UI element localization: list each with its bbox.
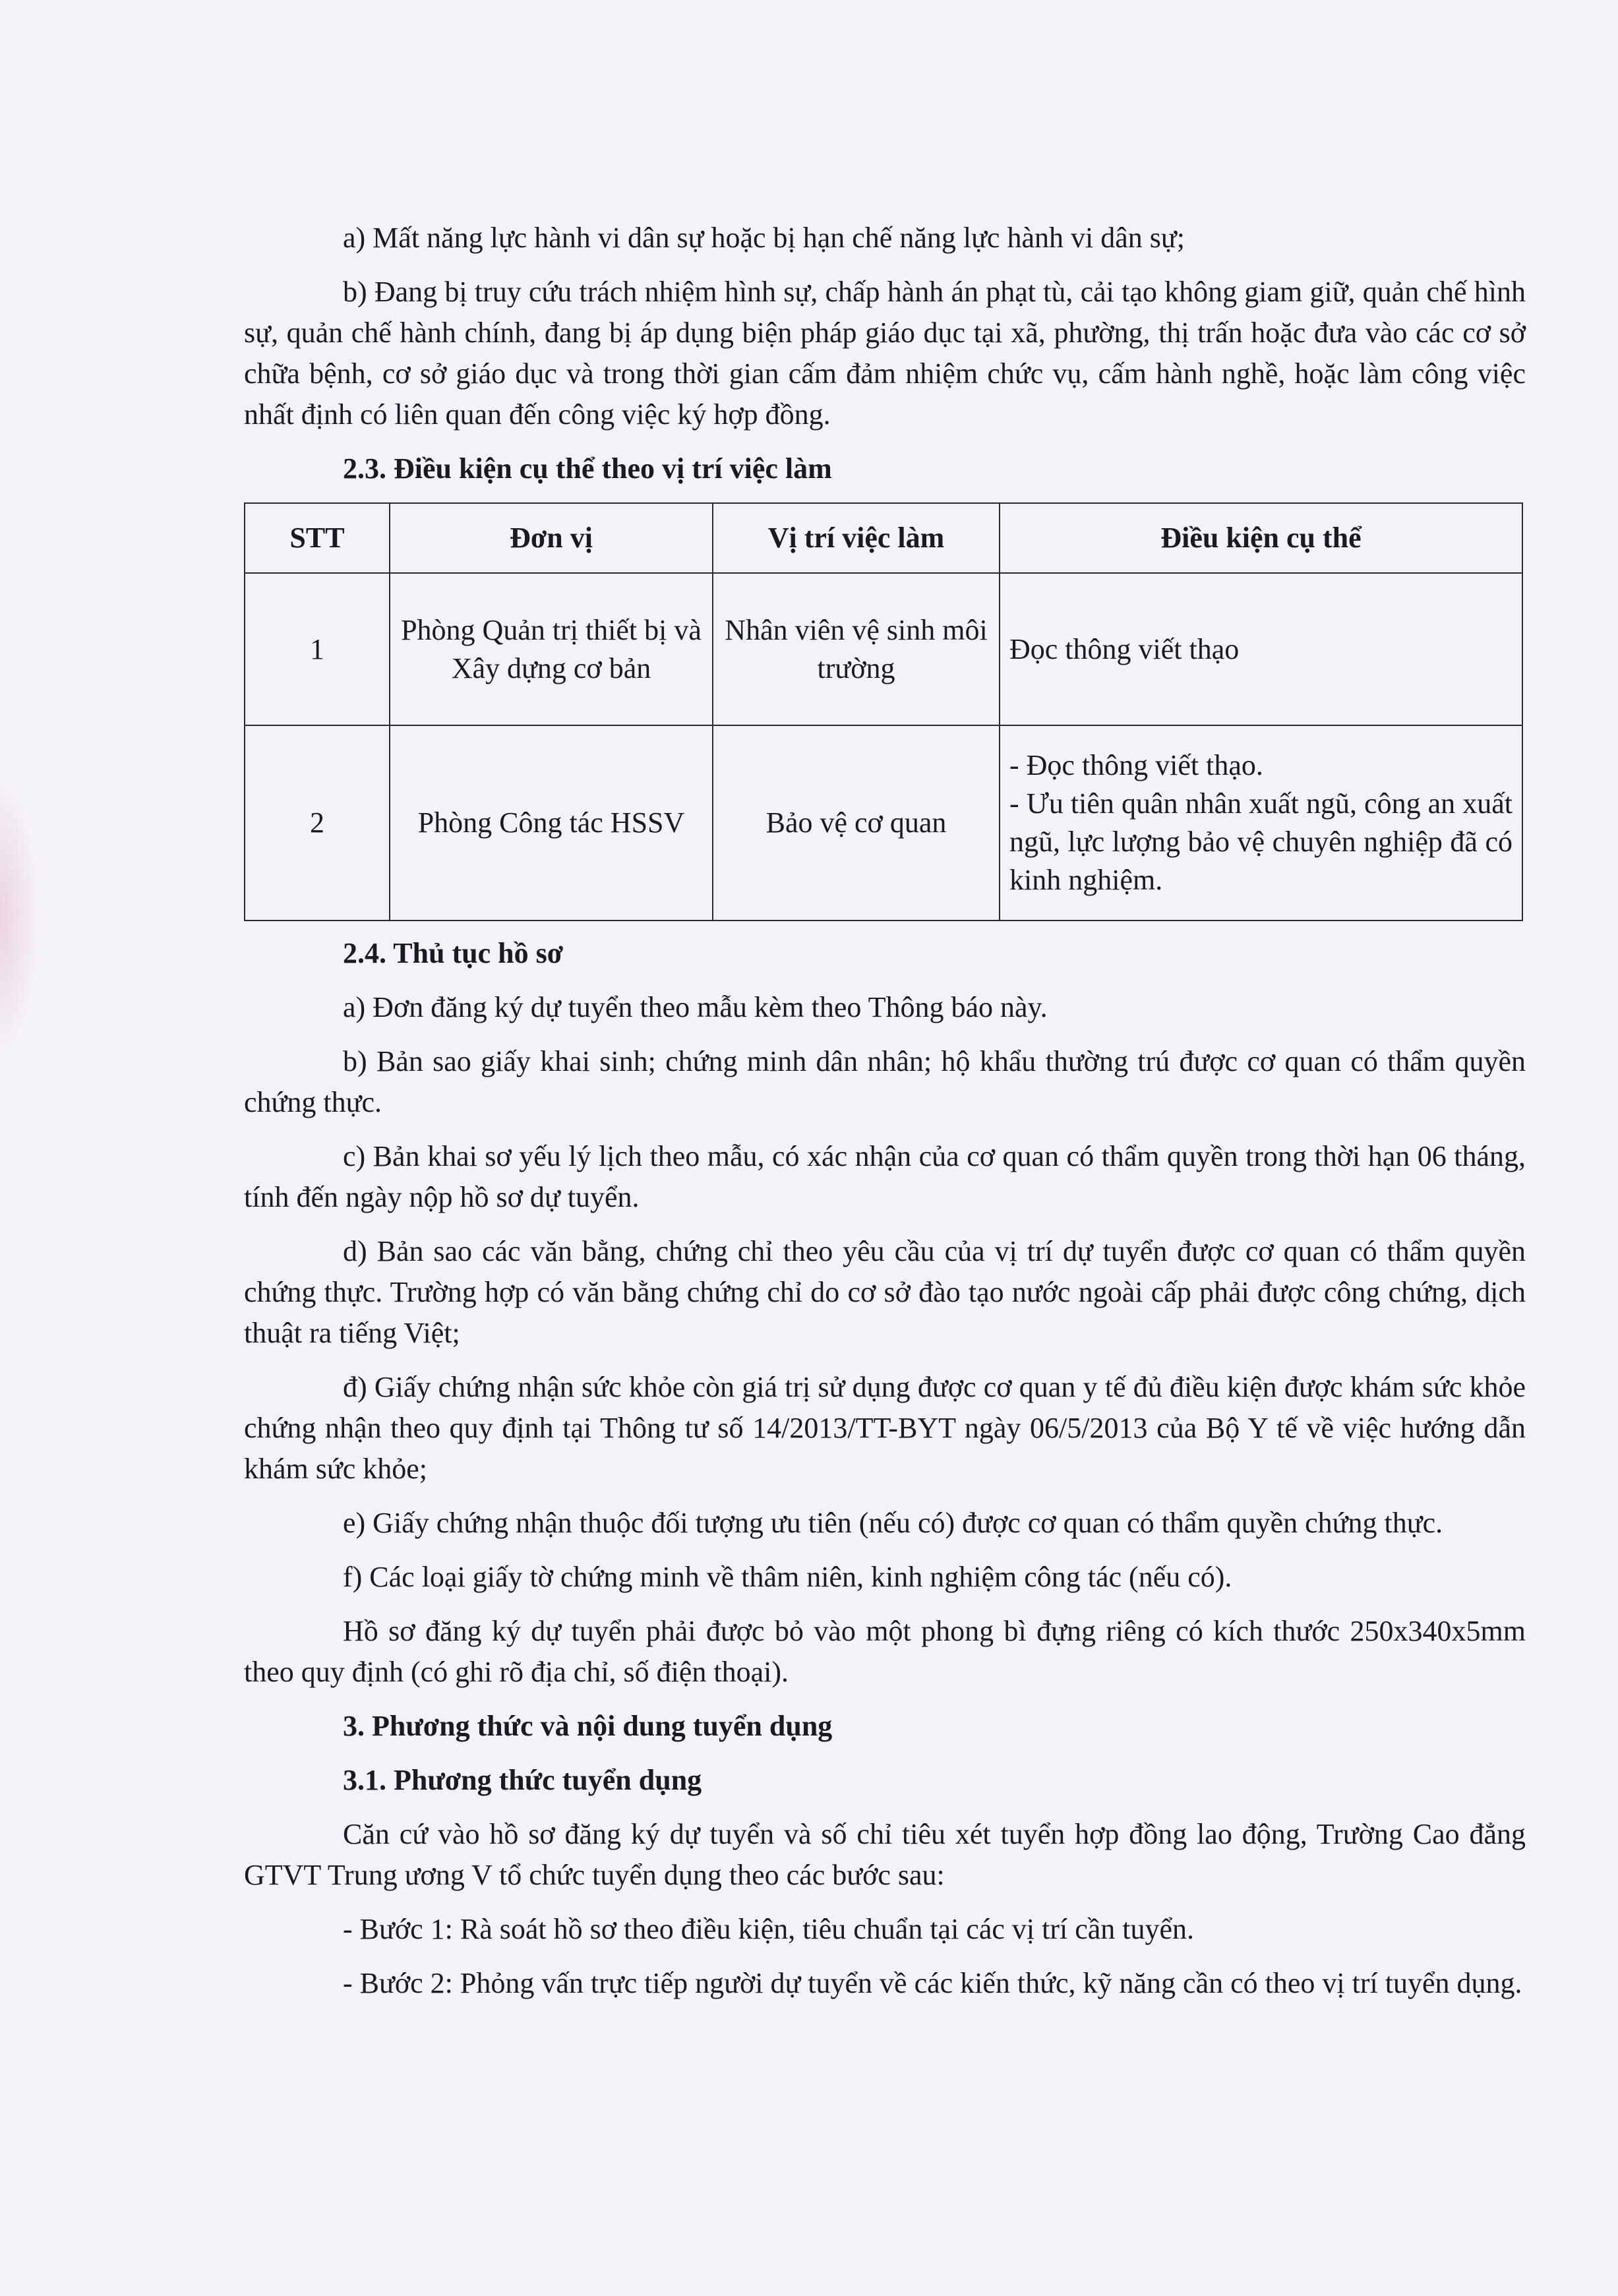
dossier-item-dd: đ) Giấy chứng nhận sức khỏe còn giá trị sử dụng được cơ quan y tế đủ điều kiện được khám sức khỏe chứng nhận theo quy định tại Thông tư số 14/2013/TT-BYT ngày 06/5/2013 của Bộ Y tế về việc hướng dẫn khám sức khỏe; <box>244 1371 1526 1485</box>
condition-line: - Đọc thông viết thạo. <box>1009 749 1263 781</box>
dossier-item-c: c) Bản khai sơ yếu lý lịch theo mẫu, có xác nhận của cơ quan có thẩm quyền trong thời hạn 06 tháng, tính đến ngày nộp hồ sơ dự tuyển. <box>244 1140 1526 1213</box>
conditions-table <box>244 502 1523 921</box>
heading-2-4: 2.4. Thủ tục hồ sơ <box>343 937 564 969</box>
method-step-2: - Bước 2: Phỏng vấn trực tiếp người dự tuyển về các kiến thức, kỹ năng cần có theo vị trí tuyển dụng. <box>343 1967 1522 1999</box>
header-conditions: Điều kiện cụ thể <box>1000 503 1522 573</box>
cell-stt: 2 <box>245 725 390 921</box>
table-row <box>245 573 1522 725</box>
dossier-item-a: a) Đơn đăng ký dự tuyển theo mẫu kèm theo Thông báo này. <box>343 991 1048 1023</box>
dossier-item-e: e) Giấy chứng nhận thuộc đối tượng ưu tiên (nếu có) được cơ quan có thẩm quyền chứng thực. <box>343 1507 1443 1539</box>
header-stt: STT <box>245 503 390 573</box>
cell-unit: Phòng Công tác HSSV <box>390 725 713 921</box>
stamp-bleed-mark <box>0 778 40 1055</box>
heading-3: 3. Phương thức và nội dung tuyển dụng <box>343 1710 833 1742</box>
cell-unit: Phòng Quản trị thiết bị và Xây dựng cơ bản <box>390 573 713 725</box>
table-row <box>245 725 1522 921</box>
dossier-item-b: b) Bản sao giấy khai sinh; chứng minh dân nhân; hộ khẩu thường trú được cơ quan có thẩm quyền chứng thực. <box>244 1045 1526 1118</box>
condition-line: - Ưu tiên quân nhân xuất ngũ, công an xuất ngũ, lực lượng bảo vệ chuyên nghiệp đã có kinh nghiệm. <box>1009 787 1513 896</box>
cell-stt: 1 <box>245 573 390 725</box>
dossier-envelope-note: Hồ sơ đăng ký dự tuyển phải được bỏ vào một phong bì đựng riêng có kích thước 250x340x5mm theo quy định (có ghi rõ địa chỉ, số điện thoại). <box>244 1615 1526 1688</box>
heading-2-3: 2.3. Điều kiện cụ thể theo vị trí việc làm <box>343 452 832 485</box>
heading-3-1: 3.1. Phương thức tuyển dụng <box>343 1764 702 1796</box>
paragraph-disqualification-a: a) Mất năng lực hành vi dân sự hoặc bị hạn chế năng lực hành vi dân sự; <box>343 222 1185 254</box>
condition-line: Đọc thông viết thạo <box>1009 632 1240 665</box>
header-unit: Đơn vị <box>390 503 713 573</box>
paragraph-disqualification-b: b) Đang bị truy cứu trách nhiệm hình sự, chấp hành án phạt tù, cải tạo không giam giữ, quản chế hình sự, quản chế hành chính, đang bị áp dụng biện pháp giáo dục tại xã, phường, thị trấn hoặc đưa vào các cơ sở chữa bệnh, cơ sở giáo dục và trong thời gian cấm đảm nhiệm chức vụ, cấm hành nghề, hoặc làm công việc nhất định có liên quan đến công việc ký hợp đồng. <box>244 276 1526 431</box>
cell-position: Nhân viên vệ sinh môi trường <box>713 573 1000 725</box>
dossier-item-d: d) Bản sao các văn bằng, chứng chỉ theo yêu cầu của vị trí dự tuyển được cơ quan có thẩm quyền chứng thực. Trường hợp có văn bằng chứng chỉ do cơ sở đào tạo nước ngoài cấp phải được công chứng, dịch thuật ra tiếng Việt; <box>244 1235 1526 1349</box>
cell-conditions <box>1000 725 1522 921</box>
table-header-row <box>245 503 1522 573</box>
cell-conditions <box>1000 573 1522 725</box>
cell-position: Bảo vệ cơ quan <box>713 725 1000 921</box>
method-intro: Căn cứ vào hồ sơ đăng ký dự tuyển và số chỉ tiêu xét tuyển hợp đồng lao động, Trường Cao đẳng GTVT Trung ương V tổ chức tuyển dụng theo các bước sau: <box>244 1818 1526 1891</box>
header-position: Vị trí việc làm <box>713 503 1000 573</box>
method-step-1: - Bước 1: Rà soát hồ sơ theo điều kiện, tiêu chuẩn tại các vị trí cần tuyển. <box>343 1913 1195 1945</box>
dossier-item-f: f) Các loại giấy tờ chứng minh về thâm niên, kinh nghiệm công tác (nếu có). <box>343 1561 1232 1593</box>
